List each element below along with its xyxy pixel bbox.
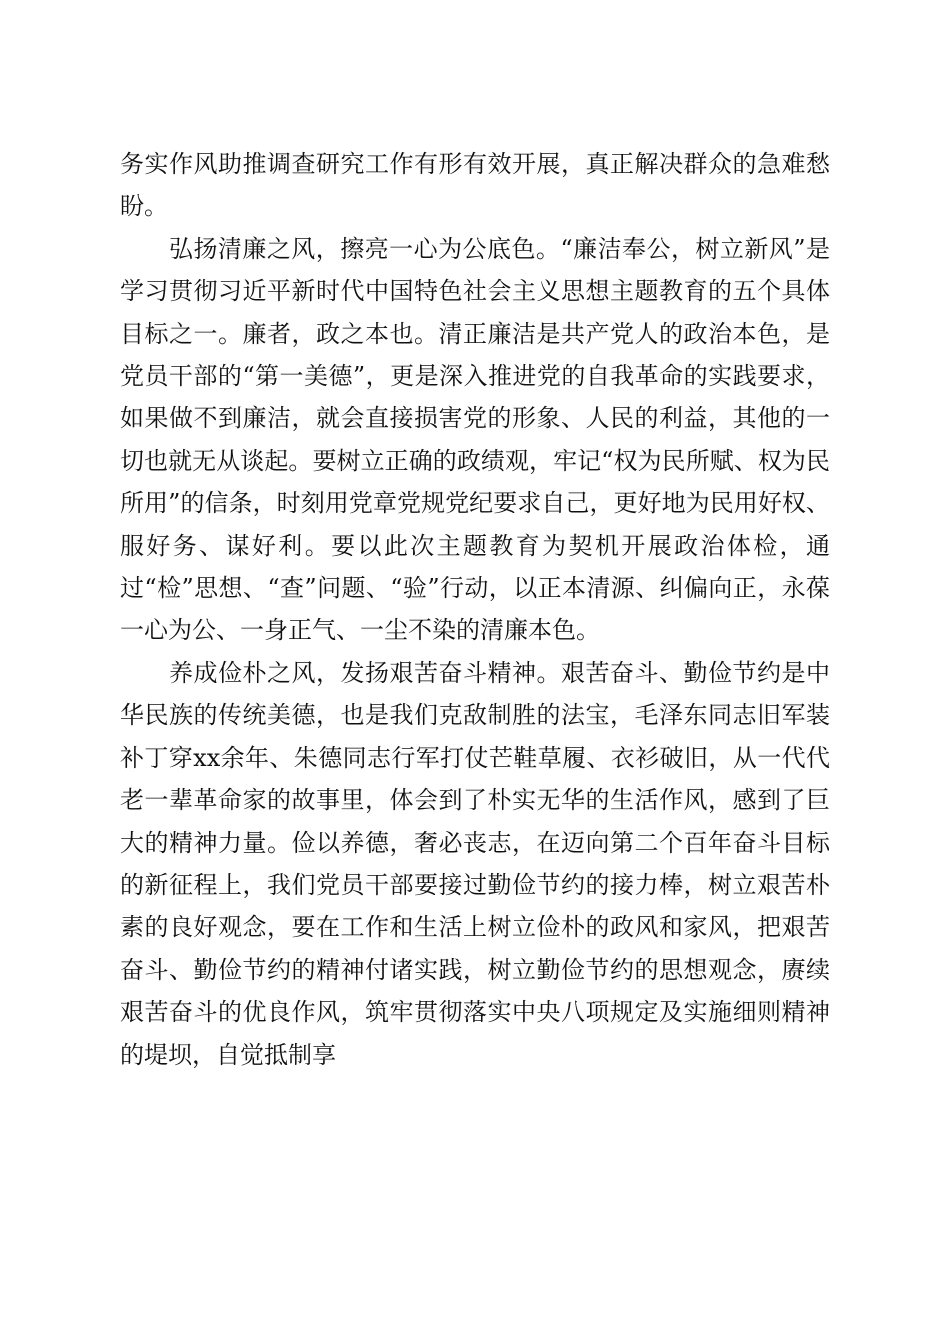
paragraph-frugality: 养成俭朴之风，发扬艰苦奋斗精神。艰苦奋斗、勤俭节约是中华民族的传统美德，也是我们克敌制胜的法宝，毛泽东同志旧军装补丁穿xx余年、朱德同志行军打仗芒鞋草履、衣衫破旧，从一代代老一辈革命家的故事里，体会到了朴实无华的生活作风，感到了巨大的精神力量。俭以养德，奢必丧志，在迈向第二个百年奋斗目标的新征程上，我们党员干部要接过勤俭节约的接力棒，树立艰苦朴素的良好观念，要在工作和生活上树立俭朴的政风和家风，把艰苦奋斗、勤俭节约的精神付诸实践，树立勤俭节约的思想观念，赓续艰苦奋斗的优良作风，筑牢贯彻落实中央八项规定及实施细则精神的堤坝，自觉抵制享 xyxy=(120,658,830,1069)
paragraph-integrity: 弘扬清廉之风，擦亮一心为公底色。“廉洁奉公，树立新风”是学习贯彻习近平新时代中国特色社会主义思想主题教育的五个具体目标之一。廉者，政之本也。清正廉洁是共产党人的政治本色，是党员干部的“第一美德”，更是深入推进党的自我革命的实践要求，如果做不到廉洁，就会直接损害党的形象、人民的利益，其他的一切也就无从谈起。要树立正确的政绩观，牢记“权为民所赋、权为民所用”的信条，时刻用党章党规党纪要求自己，更好地为民用好权、服好务、谋好利。要以此次主题教育为契机开展政治体检，通过“检”思想、“查”问题、“验”行动，以正本清源、纠偏向正，永葆一心为公、一身正气、一尘不染的清廉本色。 xyxy=(120,234,830,645)
paragraph-continuation: 务实作风助推调查研究工作有形有效开展，真正解决群众的急难愁盼。 xyxy=(120,150,830,221)
document-body xyxy=(120,143,830,1076)
